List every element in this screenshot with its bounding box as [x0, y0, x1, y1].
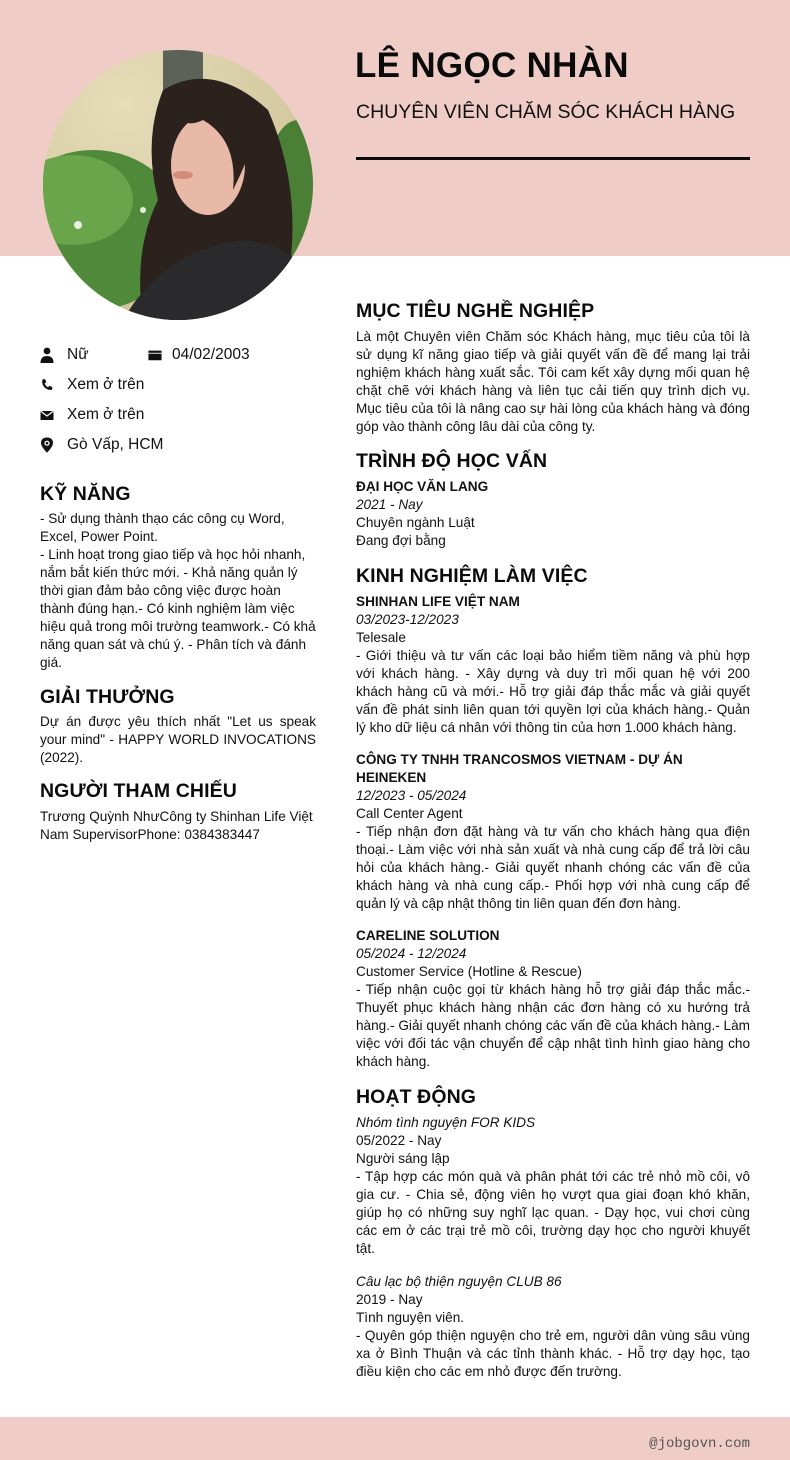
job-company: SHINHAN LIFE VIỆT NAM — [356, 594, 520, 609]
gender-value: Nữ — [67, 346, 89, 363]
objective-text: Là một Chuyên viên Chăm sóc Khách hàng, mục tiêu của tôi là sử dụng kĩ năng giao tiếp và giải quyết vấn đề để mang lại trải nghiệm khách hàng xuất sắc. Tôi cam kết xây dựng mối quan hệ chặt chẽ với khách hàng và liên tục cải tiến quy trình dịch vụ. Mục tiêu của tôi là nâng cao sự hài lòng của khách hàng và đóng góp vào thành công lâu dài của công ty. — [356, 329, 750, 434]
objective-heading: MỤC TIÊU NGHỀ NGHIỆP — [356, 300, 595, 322]
job-description: - Tiếp nhận cuộc gọi từ khách hàng hỗ trợ giải đáp thắc mắc.- Thuyết phục khách hàng nhận các đơn hàng có xu hướng trả hàng.- Giải quyết nhanh chóng các vấn đề của khách hàng.- Làm việc với đối tác vận chuyển để cập nhật tình hình giao hàng cho khách hàng. — [356, 982, 750, 1069]
calendar-icon — [148, 347, 162, 363]
right-column — [356, 300, 750, 1381]
person-icon — [40, 347, 54, 363]
experience-section — [356, 565, 750, 1071]
email-value: Xem ở trên — [67, 406, 145, 423]
education-status: Đang đợi bằng — [356, 533, 446, 548]
job-description: - Tiếp nhận đơn đặt hàng và tư vấn cho khách hàng qua điện thoại.- Làm việc với nhà sản xuất và nhà cung cấp để trả lời câu hỏi của khách hàng.- Giải quyết nhanh chóng các vấn đề của khách hàng và nhà cung cấp.- Phối hợp với nhà cung cấp để quản lý và cập nhật thông tin liên quan đến đơn hàng. — [356, 824, 750, 911]
contact-row-email — [40, 400, 316, 430]
activity-period: 2019 - Nay — [356, 1292, 423, 1307]
objective-section — [356, 300, 750, 436]
references-section — [40, 780, 316, 844]
job-period: 05/2024 - 12/2024 — [356, 946, 467, 961]
activity-role: Người sáng lập — [356, 1151, 450, 1166]
activity-organization: Câu lạc bộ thiện nguyện CLUB 86 — [356, 1274, 562, 1289]
activities-heading: HOẠT ĐỘNG — [356, 1086, 477, 1108]
job-position: Customer Service (Hotline & Rescue) — [356, 964, 582, 979]
awards-text: Dự án được yêu thích nhất "Let us speak your mind" - HAPPY WORLD INVOCATIONS (2022). — [40, 714, 316, 765]
contact-row-gender-dob — [40, 340, 316, 370]
profile-photo — [43, 50, 313, 320]
education-period: 2021 - Nay — [356, 497, 423, 512]
contact-row-phone — [40, 370, 316, 400]
experience-item — [356, 593, 750, 737]
activities-section — [356, 1086, 750, 1381]
title-divider — [356, 157, 750, 160]
footer-watermark: @jobgovn.com — [649, 1436, 750, 1452]
activity-description: - Tập hợp các món quà và phân phát tới các trẻ nhỏ mồ côi, vô gia cư. - Chia sẻ, động viên họ vượt qua giai đoạn khó khăn, giúp họ có những suy nghĩ lạc quan. - Dạy học, vui chơi cùng các em ở các trại trẻ mồ côi, trường dạy học cho người khuyết tật. — [356, 1169, 750, 1256]
education-major: Chuyên ngành Luật — [356, 515, 475, 530]
job-period: 03/2023-12/2023 — [356, 612, 459, 627]
job-position: Call Center Agent — [356, 806, 463, 821]
job-title: CHUYÊN VIÊN CHĂM SÓC KHÁCH HÀNG — [356, 101, 736, 123]
education-heading: TRÌNH ĐỘ HỌC VẤN — [356, 450, 548, 472]
job-period: 12/2023 - 05/2024 — [356, 788, 467, 803]
activity-item — [356, 1114, 750, 1258]
contact-row-address — [40, 430, 316, 460]
experience-item — [356, 751, 750, 913]
location-pin-icon — [40, 437, 54, 453]
job-position: Telesale — [356, 630, 406, 645]
profile-photo-image — [43, 50, 313, 320]
activity-period: 05/2022 - Nay — [356, 1133, 442, 1148]
activity-organization: Nhóm tình nguyện FOR KIDS — [356, 1115, 536, 1130]
references-heading: NGƯỜI THAM CHIẾU — [40, 780, 237, 802]
left-column — [40, 340, 316, 844]
skills-heading: KỸ NĂNG — [40, 483, 131, 505]
activity-role: Tình nguyện viên. — [356, 1310, 465, 1325]
awards-heading: GIẢI THƯỞNG — [40, 686, 175, 708]
job-description: - Giới thiệu và tư vấn các loại bảo hiểm tiềm năng và phù hợp với khách hàng. - Xây dựng và duy trì mối quan hệ với 200 khách hàng cũ và mới.- Hỗ trợ giải đáp thắc mắc và giải quyết vấn đề phát sinh liên quan tới quyền lợi của khách hàng.- Quản lý kho dữ liệu cá nhân với thông tin của hơn 1.000 khách hàng. — [356, 648, 750, 735]
candidate-name: LÊ NGỌC NHÀN — [355, 46, 629, 85]
references-text: Trương Quỳnh NhưCông ty Shinhan Life Việt Nam SupervisorPhone: 0384383447 — [40, 809, 313, 842]
gender-item — [40, 346, 148, 364]
education-school: ĐẠI HỌC VĂN LANG — [356, 479, 489, 494]
job-company: CÔNG TY TNHH TRANCOSMOS VIETNAM - DỰ ÁN HEINEKEN — [356, 752, 683, 785]
mail-icon — [40, 407, 54, 423]
phone-value: Xem ở trên — [67, 376, 145, 393]
job-company: CARELINE SOLUTION — [356, 928, 500, 943]
skills-section — [40, 483, 316, 672]
activity-item — [356, 1273, 750, 1381]
skills-text: - Sử dụng thành thạo các công cụ Word, Excel, Power Point. - Linh hoạt trong giao tiếp và học hỏi nhanh, nắm bắt kiến thức mới. - Khả năng quản lý thời gian đảm bảo công việc được hoàn thành đúng hạn.- Có kinh nghiệm làm việc hiệu quả trong môi trường teamwork.- Có khả năng quan sát và chú ý. - Phân tích và đánh giá. — [40, 511, 316, 670]
phone-icon — [40, 377, 54, 393]
dob-item — [148, 346, 250, 364]
experience-heading: KINH NGHIỆM LÀM VIỆC — [356, 565, 588, 587]
activity-description: - Quyên góp thiện nguyện cho trẻ em, người dân vùng sâu vùng xa ở Bình Thuận và các tỉnh thành khác. - Hỗ trợ dạy học, tạo điều kiện cho các em nhỏ được đến trường. — [356, 1328, 750, 1379]
address-value: Gò Vấp, HCM — [67, 436, 164, 453]
awards-section — [40, 686, 316, 767]
education-section — [356, 450, 750, 550]
dob-value: 04/02/2003 — [172, 346, 250, 363]
experience-item — [356, 927, 750, 1071]
